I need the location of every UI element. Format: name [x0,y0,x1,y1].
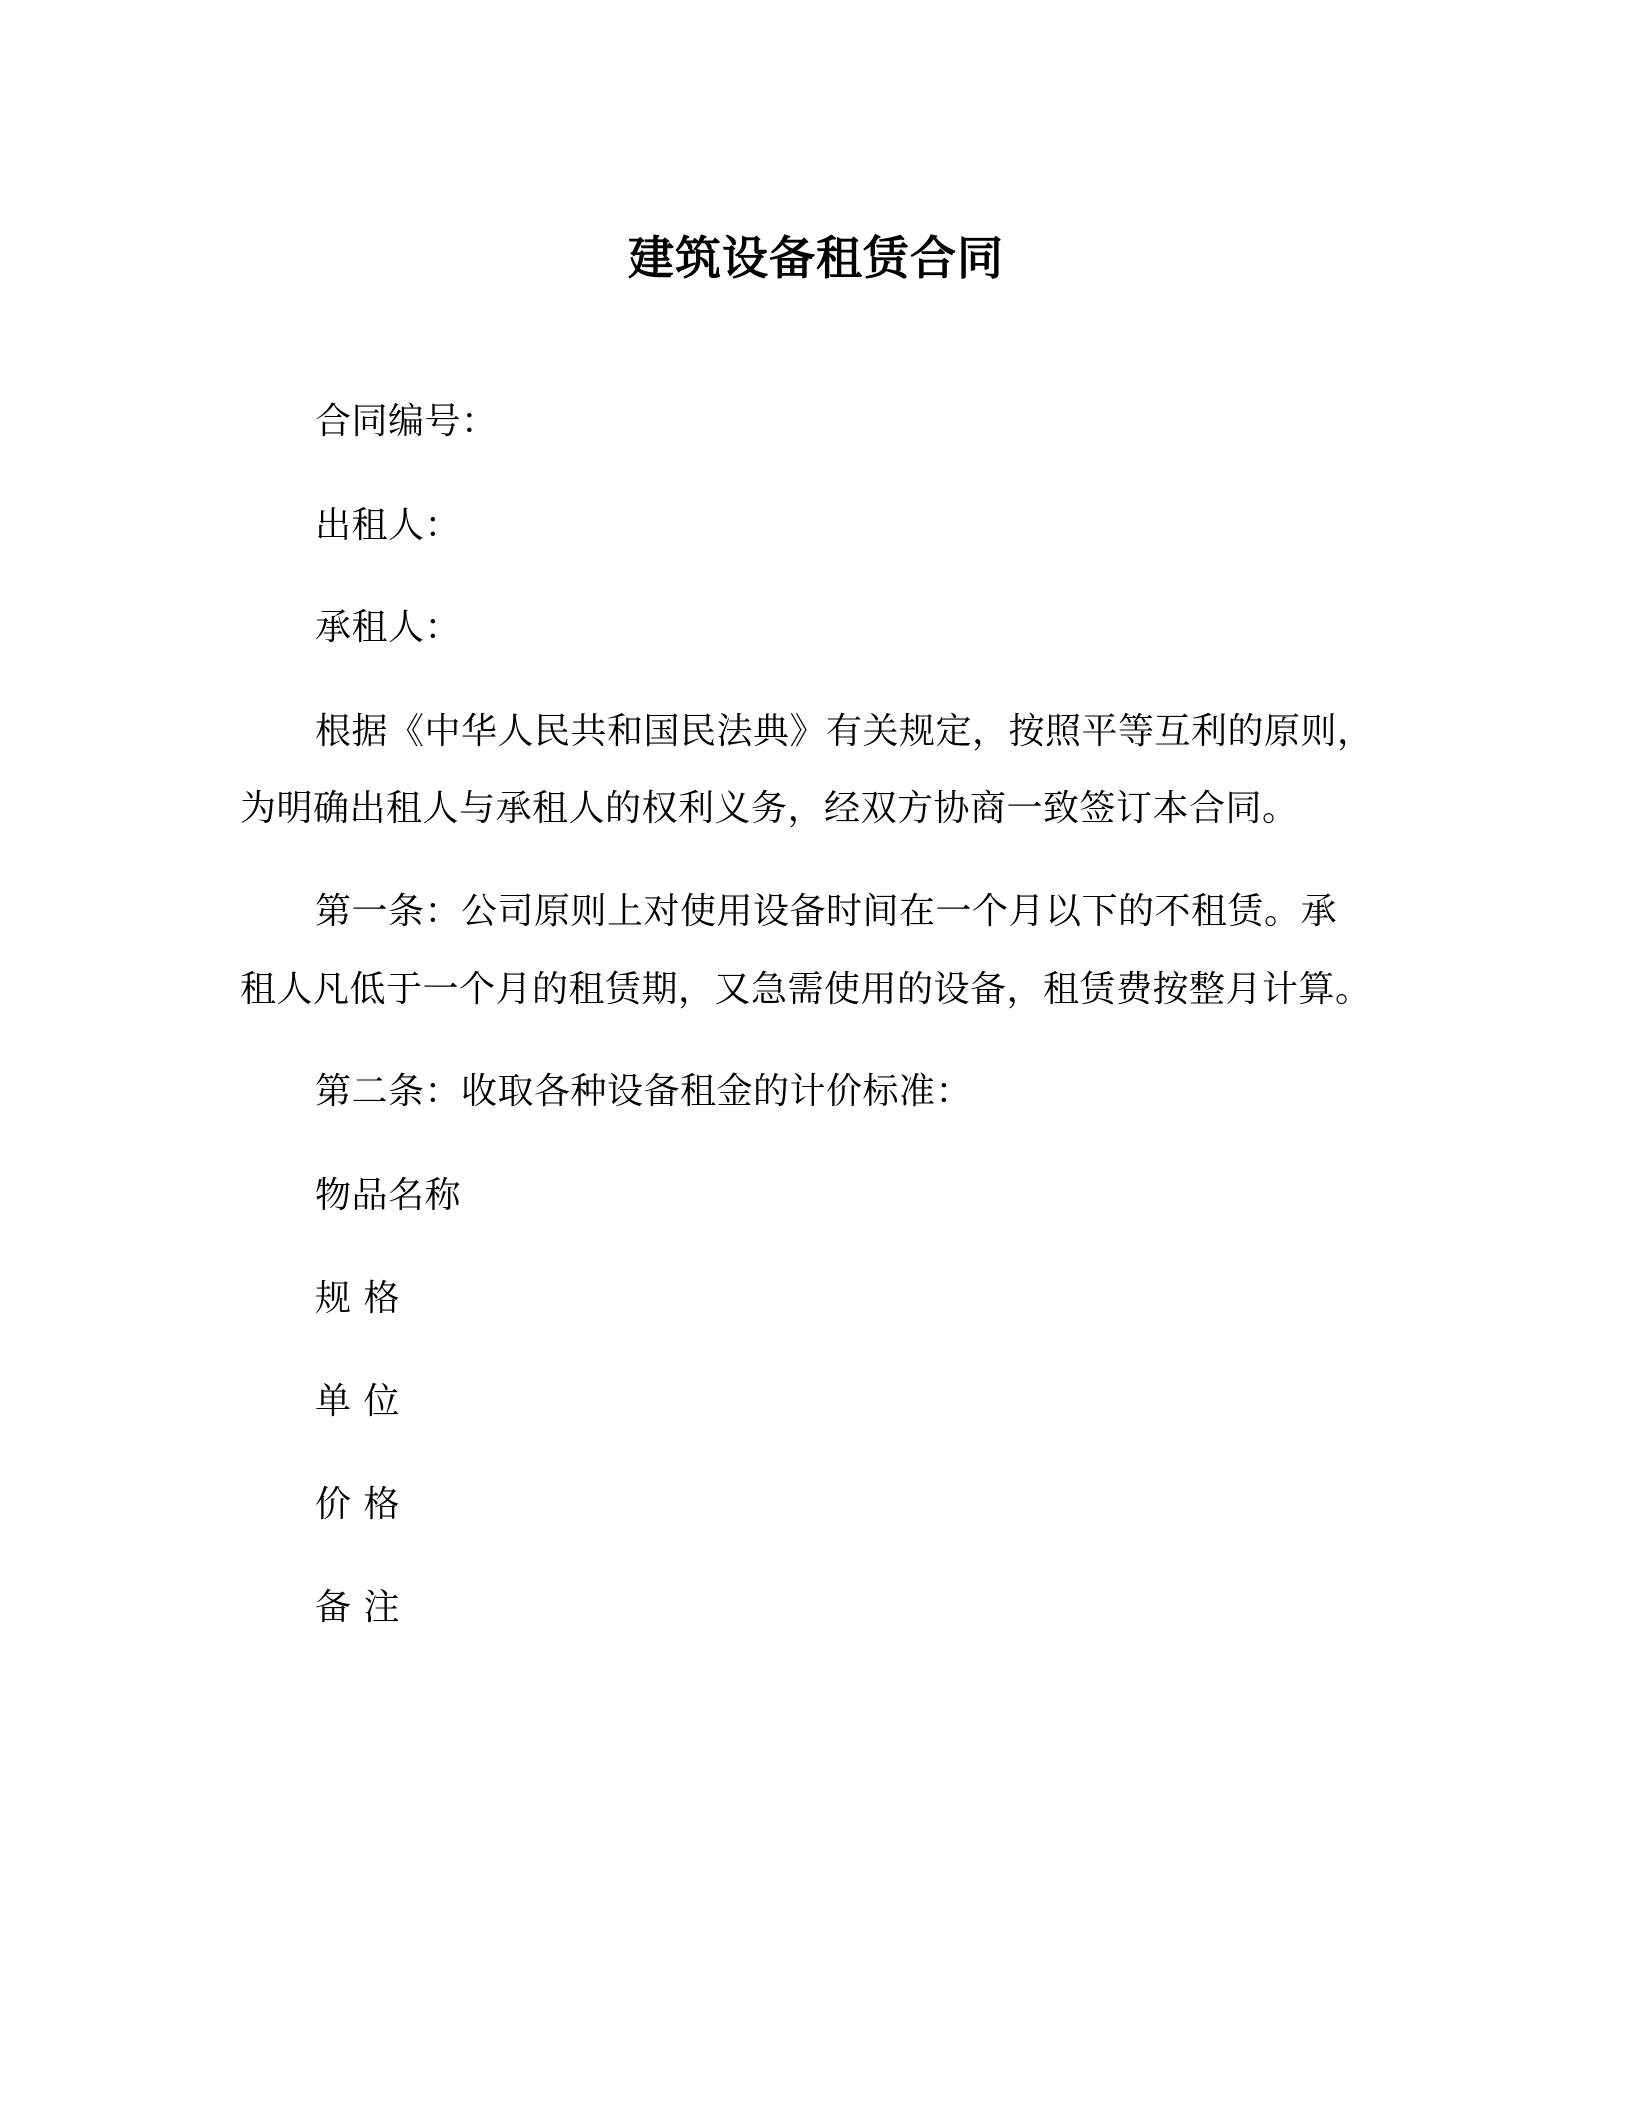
article-2-heading: 第二条：收取各种设备租金的计价标准： [315,1071,973,1112]
table-header-unit: 单 位 [315,1381,400,1422]
table-header-remark: 备 注 [315,1587,400,1628]
article-1-line-1: 第一条：公司原则上对使用设备时间在一个月以下的不租赁。承 [315,891,1338,932]
preamble-line-1: 根据《中华人民共和国民法典》有关规定，按照平等互利的原则， [315,711,1374,752]
document-title: 建筑设备租赁合同 [628,231,1004,285]
table-header-price: 价 格 [315,1484,400,1525]
table-header-item-name: 物品名称 [315,1175,462,1216]
preamble-line-2: 为明确出租人与承租人的权利义务，经双方协商一致签订本合同。 [240,788,1299,829]
table-header-spec: 规 格 [315,1278,400,1319]
lessee-label: 承租人： [315,607,462,648]
contract-number-label: 合同编号： [315,401,498,442]
lessor-label: 出租人： [315,505,462,546]
article-1-line-2: 租人凡低于一个月的租赁期，又急需使用的设备，租赁费按整月计算。 [240,969,1372,1010]
